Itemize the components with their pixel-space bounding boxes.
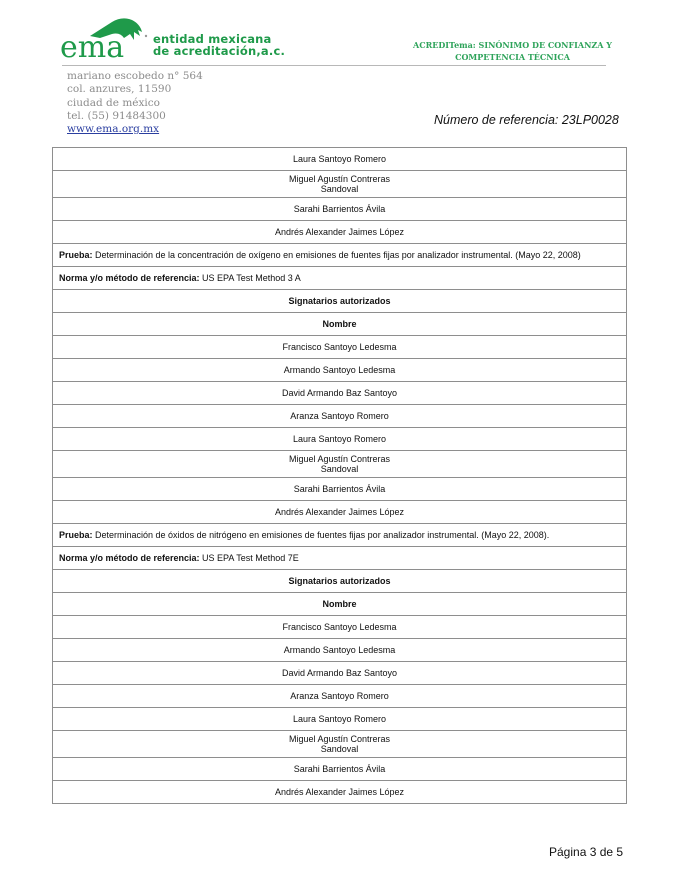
address-city: ciudad de méxico — [67, 96, 160, 109]
signatory-name: Laura Santoyo Romero — [53, 428, 627, 451]
table-row — [53, 547, 627, 570]
table-row — [53, 524, 627, 547]
logo-wordmark: ema — [60, 30, 125, 60]
ema-logo — [60, 16, 150, 60]
signatory-name: Sarahi Barrientos Ávila — [53, 758, 627, 781]
signatory-name — [53, 451, 627, 478]
norma-row — [53, 267, 627, 290]
norma-row-value: US EPA Test Method 7E — [199, 553, 299, 563]
signatory-name-line: Miguel Agustín Contreras — [288, 454, 391, 464]
prueba-row — [53, 524, 627, 547]
table-row — [53, 359, 627, 382]
nombre-header-text: Nombre — [322, 599, 357, 609]
signatory-name: Aranza Santoyo Romero — [53, 405, 627, 428]
nombre-header-text: Nombre — [322, 319, 357, 329]
table-row — [53, 758, 627, 781]
table-row — [53, 428, 627, 451]
signatory-name: David Armando Baz Santoyo — [53, 662, 627, 685]
table-row — [53, 685, 627, 708]
signatory-name: Laura Santoyo Romero — [53, 148, 627, 171]
signatory-name: Andrés Alexander Jaimes López — [53, 501, 627, 524]
prueba-row-label: Prueba: — [59, 250, 93, 260]
website-link[interactable]: www.ema.org.mx — [67, 123, 160, 136]
table-row — [53, 708, 627, 731]
signatory-name-line: Miguel Agustín Contreras — [288, 734, 391, 744]
table-row — [53, 405, 627, 428]
norma-row — [53, 547, 627, 570]
signatory-name: Andrés Alexander Jaimes López — [53, 781, 627, 804]
signatory-name — [53, 171, 627, 198]
table-row — [53, 662, 627, 685]
table-row — [53, 290, 627, 313]
signatory-name-line: Miguel Agustín Contreras — [288, 174, 391, 184]
slogan — [405, 39, 620, 63]
signatory-name: David Armando Baz Santoyo — [53, 382, 627, 405]
table-row — [53, 593, 627, 616]
table-row — [53, 781, 627, 804]
table-row — [53, 267, 627, 290]
signatarios-header-text: Signatarios autorizados — [288, 576, 391, 586]
address-block — [67, 70, 203, 136]
signatory-name-line: Sandoval — [320, 464, 359, 474]
table-row — [53, 198, 627, 221]
signatarios-header — [53, 570, 627, 593]
table-row — [53, 570, 627, 593]
slogan-line2: COMPETENCIA TÉCNICA — [455, 52, 570, 62]
prueba-row-value: Determinación de óxidos de nitrógeno en emisiones de fuentes fijas por analizador instrumental. (Mayo 22, 2008). — [92, 530, 550, 540]
signatories-table — [52, 147, 627, 804]
signatory-name-line: Sandoval — [320, 184, 359, 194]
table-row — [53, 221, 627, 244]
page-number: Página 3 de 5 — [549, 845, 624, 859]
table-row — [53, 148, 627, 171]
table-row — [53, 616, 627, 639]
signatory-name: Armando Santoyo Ledesma — [53, 359, 627, 382]
slogan-line1: ACREDITema: SINÓNIMO DE CONFIANZA Y — [413, 40, 612, 50]
table-row — [53, 171, 627, 198]
prueba-row-label: Prueba: — [59, 530, 93, 540]
table-row — [53, 451, 627, 478]
prueba-row-value: Determinación de la concentración de oxígeno en emisiones de fuentes fijas por analizador instrumental. (Mayo 22, 2008) — [92, 250, 581, 260]
table-row — [53, 382, 627, 405]
signatory-name: Armando Santoyo Ledesma — [53, 639, 627, 662]
org-name — [153, 33, 285, 57]
nombre-header — [53, 313, 627, 336]
signatory-name: Sarahi Barrientos Ávila — [53, 478, 627, 501]
org-name-line2: de acreditación,a.c. — [153, 44, 286, 58]
signatory-name-line: Sandoval — [320, 744, 359, 754]
signatarios-header-text: Signatarios autorizados — [288, 296, 391, 306]
table-row — [53, 336, 627, 359]
norma-row-label: Norma y/o método de referencia: — [59, 553, 200, 563]
address-colony: col. anzures, 11590 — [67, 83, 172, 96]
norma-row-label: Norma y/o método de referencia: — [59, 273, 200, 283]
org-name-line1: entidad mexicana — [153, 32, 272, 46]
prueba-row — [53, 244, 627, 267]
signatory-name: Francisco Santoyo Ledesma — [53, 616, 627, 639]
signatory-name: Francisco Santoyo Ledesma — [53, 336, 627, 359]
table-row — [53, 639, 627, 662]
signatory-name: Laura Santoyo Romero — [53, 708, 627, 731]
table-row — [53, 731, 627, 758]
table-row — [53, 501, 627, 524]
norma-row-value: US EPA Test Method 3 A — [199, 273, 301, 283]
signatory-name: Aranza Santoyo Romero — [53, 685, 627, 708]
table-row — [53, 313, 627, 336]
signatory-name — [53, 731, 627, 758]
address-phone: tel. (55) 91484300 — [67, 109, 166, 122]
address-street: mariano escobedo n° 564 — [67, 70, 203, 82]
signatory-name: Sarahi Barrientos Ávila — [53, 198, 627, 221]
header-divider — [62, 65, 606, 66]
table-row — [53, 244, 627, 267]
table-row — [53, 478, 627, 501]
signatory-name: Andrés Alexander Jaimes López — [53, 221, 627, 244]
nombre-header — [53, 593, 627, 616]
reference-number: Número de referencia: 23LP0028 — [434, 113, 619, 127]
signatarios-header — [53, 290, 627, 313]
